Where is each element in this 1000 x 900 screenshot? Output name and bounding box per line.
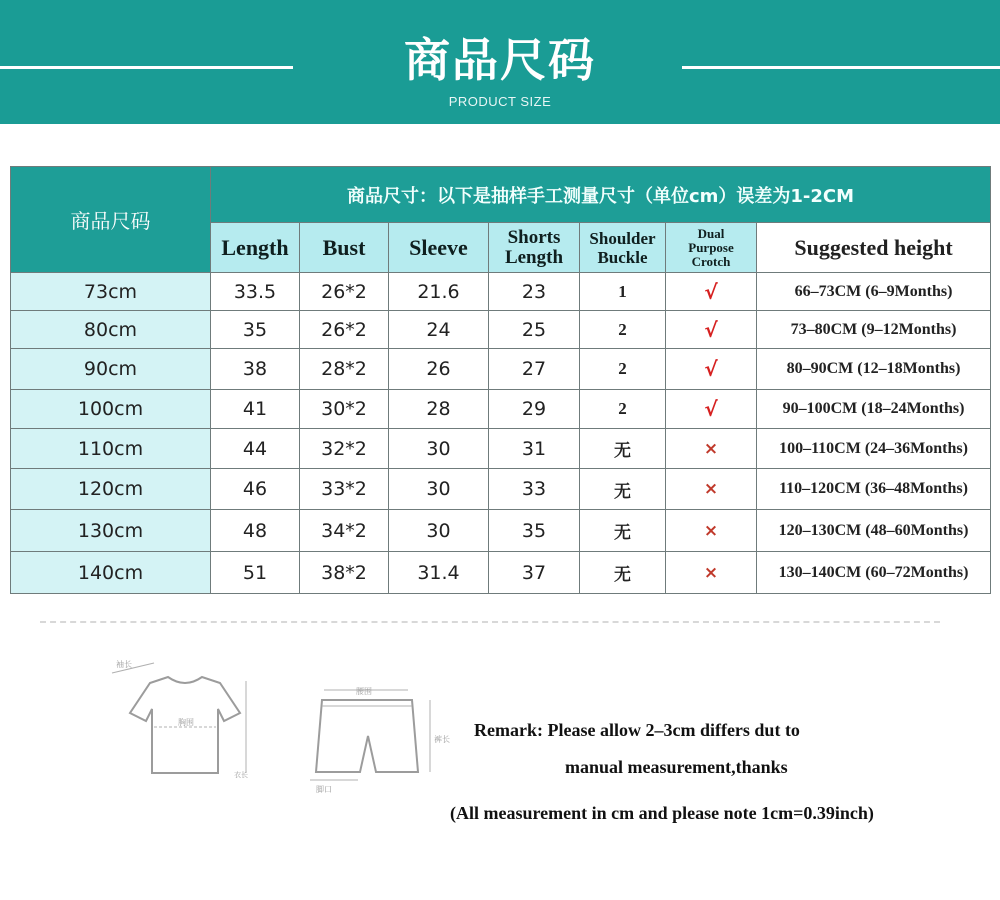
col-suggested-height-header: Suggested height <box>757 223 991 273</box>
sleeve-cell: 28 <box>389 390 489 429</box>
banner-title: 商品尺码 <box>404 33 596 87</box>
size-cell: 120cm <box>11 469 211 510</box>
dual-crotch-cell: √ <box>666 273 757 311</box>
shorts-leg-label: 脚口 <box>316 785 332 794</box>
shorts-length-cell: 37 <box>489 552 580 594</box>
sleeve-cell: 30 <box>389 510 489 552</box>
sleeve-cell: 26 <box>389 349 489 390</box>
tshirt-sleeve-label: 袖长 <box>116 660 132 669</box>
table-row <box>11 429 991 469</box>
table-row <box>11 273 991 311</box>
length-cell: 48 <box>211 510 300 552</box>
length-cell: 44 <box>211 429 300 469</box>
size-cell: 100cm <box>11 390 211 429</box>
dual-crotch-cell: √ <box>666 390 757 429</box>
bust-cell: 26*2 <box>300 273 389 311</box>
suggested-height-cell: 100–110CM (24–36Months) <box>757 429 991 469</box>
bust-cell: 32*2 <box>300 429 389 469</box>
col-dual-crotch-header <box>666 223 757 273</box>
size-column-header: 商品尺码 <box>11 167 211 273</box>
col-shoulder-buckle-header <box>580 223 666 273</box>
size-table <box>10 166 991 594</box>
dual-crotch-cell: × <box>666 510 757 552</box>
shoulder-buckle-cell: 1 <box>580 273 666 311</box>
shoulder-buckle-cell: 无 <box>580 552 666 594</box>
shorts-length-cell: 27 <box>489 349 580 390</box>
size-cell: 90cm <box>11 349 211 390</box>
remark-line-1: Remark: Please allow 2–3cm differs dut to <box>474 720 800 740</box>
col-dual-line3: Crotch <box>691 253 731 269</box>
bust-cell: 38*2 <box>300 552 389 594</box>
dual-crotch-cell: × <box>666 429 757 469</box>
length-cell: 51 <box>211 552 300 594</box>
table-row <box>11 552 991 594</box>
length-cell: 46 <box>211 469 300 510</box>
col-length-header: Length <box>211 223 300 273</box>
suggested-height-cell: 120–130CM (48–60Months) <box>757 510 991 552</box>
table-row <box>11 390 991 429</box>
shorts-length-cell: 33 <box>489 469 580 510</box>
size-cell: 130cm <box>11 510 211 552</box>
col-sleeve-header: Sleeve <box>389 223 489 273</box>
suggested-height-cell: 80–90CM (12–18Months) <box>757 349 991 390</box>
shoulder-buckle-cell: 2 <box>580 349 666 390</box>
measurement-note: 商品尺寸：以下是抽样手工测量尺寸（单位cm）误差为1-2CM <box>211 167 991 223</box>
dual-crotch-cell: × <box>666 469 757 510</box>
sleeve-cell: 24 <box>389 311 489 349</box>
bust-cell: 30*2 <box>300 390 389 429</box>
col-dual-line2: Purpose <box>688 239 734 255</box>
suggested-height-cell: 110–120CM (36–48Months) <box>757 469 991 510</box>
size-cell: 110cm <box>11 429 211 469</box>
shoulder-buckle-cell: 无 <box>580 429 666 469</box>
size-cell: 73cm <box>11 273 211 311</box>
shoulder-buckle-cell: 无 <box>580 510 666 552</box>
sleeve-cell: 30 <box>389 429 489 469</box>
tshirt-length-label: 衣长 <box>234 771 248 779</box>
dual-crotch-cell: √ <box>666 311 757 349</box>
table-row <box>11 349 991 390</box>
suggested-height-cell: 130–140CM (60–72Months) <box>757 552 991 594</box>
sleeve-cell: 31.4 <box>389 552 489 594</box>
size-table-body <box>11 273 991 594</box>
shorts-waist-label: 腰围 <box>356 687 372 696</box>
section-divider <box>40 621 940 623</box>
length-cell: 38 <box>211 349 300 390</box>
size-cell: 140cm <box>11 552 211 594</box>
tshirt-bust-label: 胸围 <box>178 718 194 727</box>
shorts-length-cell: 35 <box>489 510 580 552</box>
suggested-height-cell: 73–80CM (9–12Months) <box>757 311 991 349</box>
suggested-height-cell: 66–73CM (6–9Months) <box>757 273 991 311</box>
table-row <box>11 510 991 552</box>
header-banner <box>0 0 1000 124</box>
col-shorts-length-header <box>489 223 580 273</box>
sleeve-cell: 21.6 <box>389 273 489 311</box>
length-cell: 33.5 <box>211 273 300 311</box>
dual-crotch-cell: √ <box>666 349 757 390</box>
col-shoulder-line2: Buckle <box>597 247 648 267</box>
shorts-length-cell: 31 <box>489 429 580 469</box>
table-row <box>11 311 991 349</box>
bust-cell: 26*2 <box>300 311 389 349</box>
sleeve-cell: 30 <box>389 469 489 510</box>
col-shoulder-line1: Shoulder <box>589 228 656 248</box>
bust-cell: 28*2 <box>300 349 389 390</box>
shoulder-buckle-cell: 无 <box>580 469 666 510</box>
col-dual-line1: Dual <box>697 225 725 241</box>
shorts-length-cell: 23 <box>489 273 580 311</box>
dual-crotch-cell: × <box>666 552 757 594</box>
length-cell: 35 <box>211 311 300 349</box>
shorts-length-cell: 29 <box>489 390 580 429</box>
length-cell: 41 <box>211 390 300 429</box>
shorts-length-cell: 25 <box>489 311 580 349</box>
shorts-length-label: 裤长 <box>434 735 450 744</box>
col-shorts-line1: Shorts <box>507 226 561 248</box>
shoulder-buckle-cell: 2 <box>580 390 666 429</box>
suggested-height-cell: 90–100CM (18–24Months) <box>757 390 991 429</box>
remark-line-3: (All measurement in cm and please note 1cm=0.39inch) <box>450 803 874 823</box>
table-row <box>11 469 991 510</box>
shorts-outline <box>316 700 418 772</box>
shoulder-buckle-cell: 2 <box>580 311 666 349</box>
tshirt-diagram <box>100 655 270 795</box>
col-bust-header: Bust <box>300 223 389 273</box>
bust-cell: 34*2 <box>300 510 389 552</box>
remark-line-2: manual measurement,thanks <box>565 757 788 777</box>
size-cell: 80cm <box>11 311 211 349</box>
bust-cell: 33*2 <box>300 469 389 510</box>
shorts-diagram <box>290 680 450 800</box>
col-shorts-line2: Length <box>504 246 564 268</box>
banner-subtitle: PRODUCT SIZE <box>448 94 552 109</box>
